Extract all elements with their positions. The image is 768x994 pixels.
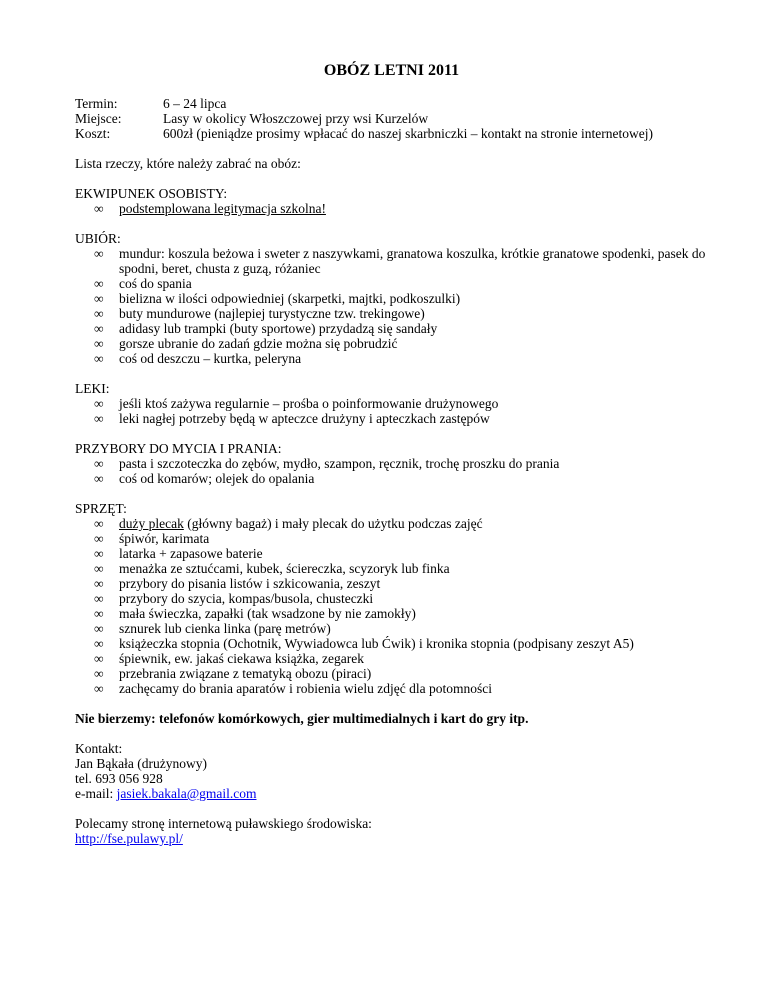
list-item (75, 576, 708, 591)
list-item (75, 351, 708, 366)
item-list (75, 246, 708, 366)
infinity-bullet-icon: ∞ (94, 396, 104, 411)
list-item-text: latarka + zapasowe baterie (119, 546, 263, 561)
list-item-text: podstemplowana legitymacja szkolna! (119, 201, 326, 216)
info-row-koszt (75, 126, 708, 141)
section-heading: PRZYBORY DO MYCIA I PRANIA: (75, 441, 282, 456)
contact-phone: tel. 693 056 928 (75, 771, 163, 786)
list-item-text: gorsze ubranie do zadań gdzie można się pobrudzić (119, 336, 398, 351)
list-item-text: menażka ze sztućcami, kubek, ściereczka, scyzoryk lub finka (119, 561, 450, 576)
section-przybory (75, 441, 708, 486)
info-block (75, 96, 708, 141)
list-item-text: adidasy lub trampki (buty sportowe) przydadzą się sandały (119, 321, 438, 336)
list-item-text: (główny bagaż) i mały plecak do użytku podczas zajęć (183, 516, 483, 531)
infinity-bullet-icon: ∞ (94, 246, 104, 261)
info-value: Lasy w okolicy Włoszczowej przy wsi Kurzelów (163, 111, 429, 126)
info-value: 6 – 24 lipca (163, 96, 227, 111)
infinity-bullet-icon: ∞ (94, 591, 104, 606)
list-item (75, 621, 708, 636)
list-item (75, 291, 708, 306)
list-item-text: bielizna w ilości odpowiedniej (skarpetki, majtki, podkoszulki) (119, 291, 461, 306)
website-link[interactable]: http://fse.pulawy.pl/ (75, 831, 183, 846)
info-row-termin (75, 96, 708, 111)
list-item-text: jeśli ktoś zażywa regularnie – prośba o poinformowanie drużynowego (119, 396, 499, 411)
contact-block (75, 741, 708, 801)
list-item-text: sznurek lub cienka linka (parę metrów) (119, 621, 331, 636)
list-item-text: śpiewnik, ew. jakaś ciekawa książka, zegarek (119, 651, 365, 666)
section-heading: SPRZĘT: (75, 501, 127, 516)
list-item (75, 411, 708, 426)
list-item (75, 336, 708, 351)
section-heading: EKWIPUNEK OSOBISTY: (75, 186, 228, 201)
info-label: Termin: (75, 96, 118, 111)
infinity-bullet-icon: ∞ (94, 666, 104, 681)
notice-text: Nie bierzemy: telefonów komórkowych, gier multimedialnych i kart do gry itp. (75, 711, 529, 726)
item-list (75, 396, 708, 426)
list-item (75, 456, 708, 471)
list-item (75, 666, 708, 681)
infinity-bullet-icon: ∞ (94, 606, 104, 621)
list-item (75, 246, 708, 276)
contact-name: Jan Bąkała (drużynowy) (75, 756, 207, 771)
list-item (75, 276, 708, 291)
infinity-bullet-icon: ∞ (94, 651, 104, 666)
infinity-bullet-icon: ∞ (94, 411, 104, 426)
infinity-bullet-icon: ∞ (94, 336, 104, 351)
section-ekwipunek (75, 186, 708, 216)
infinity-bullet-icon: ∞ (94, 351, 104, 366)
list-item-text: zachęcamy do brania aparatów i robienia wielu zdjęć dla potomności (119, 681, 492, 696)
infinity-bullet-icon: ∞ (94, 621, 104, 636)
item-list (75, 201, 708, 216)
item-list (75, 456, 708, 486)
list-item (75, 591, 708, 606)
infinity-bullet-icon: ∞ (94, 531, 104, 546)
infinity-bullet-icon: ∞ (94, 471, 104, 486)
section-heading: LEKI: (75, 381, 110, 396)
list-item (75, 681, 708, 696)
info-label: Miejsce: (75, 111, 122, 126)
list-item-text: przybory do pisania listów i szkicowania, zeszyt (119, 576, 381, 591)
list-item (75, 606, 708, 621)
infinity-bullet-icon: ∞ (94, 306, 104, 321)
contact-email-label: e-mail: (75, 786, 117, 801)
list-item-text: coś od komarów; olejek do opalania (119, 471, 315, 486)
contact-heading: Kontakt: (75, 741, 123, 756)
infinity-bullet-icon: ∞ (94, 576, 104, 591)
contact-email-line (75, 786, 708, 801)
list-item (75, 201, 708, 216)
list-item-text: mała świeczka, zapałki (tak wsadzone by nie zamokły) (119, 606, 416, 621)
list-item (75, 306, 708, 321)
list-item (75, 516, 708, 531)
section-heading: UBIÓR: (75, 231, 121, 246)
list-item (75, 471, 708, 486)
list-item-text: coś od deszczu – kurtka, peleryna (119, 351, 302, 366)
footer-text: Polecamy stronę internetową puławskiego środowiska: (75, 816, 372, 831)
list-item (75, 396, 708, 411)
infinity-bullet-icon: ∞ (94, 516, 104, 531)
info-value: 600zł (pieniądze prosimy wpłacać do naszej skarbniczki – kontakt na stronie internetowej) (163, 126, 653, 141)
section-sprzet (75, 501, 708, 696)
infinity-bullet-icon: ∞ (94, 681, 104, 696)
list-item-text: buty mundurowe (najlepiej turystyczne tzw. trekingowe) (119, 306, 425, 321)
list-item (75, 546, 708, 561)
page-title: OBÓZ LETNI 2011 (323, 62, 460, 79)
list-item-text: pasta i szczoteczka do zębów, mydło, szampon, ręcznik, trochę proszku do prania (119, 456, 560, 471)
email-link[interactable]: jasiek.bakala@gmail.com (116, 786, 257, 801)
list-item (75, 531, 708, 546)
infinity-bullet-icon: ∞ (94, 456, 104, 471)
list-item-text: śpiwór, karimata (119, 531, 210, 546)
info-label: Koszt: (75, 126, 111, 141)
infinity-bullet-icon: ∞ (94, 546, 104, 561)
infinity-bullet-icon: ∞ (94, 321, 104, 336)
list-item (75, 651, 708, 666)
list-item-text: książeczka stopnia (Ochotnik, Wywiadowca lub Ćwik) i kronika stopnia (podpisany zeszyt A5) (119, 636, 634, 651)
infinity-bullet-icon: ∞ (94, 636, 104, 651)
info-row-miejsce (75, 111, 708, 126)
item-list (75, 516, 708, 696)
list-item (75, 561, 708, 576)
list-item-underlined-text: duży plecak (119, 516, 184, 531)
list-item (75, 321, 708, 336)
section-ubior (75, 231, 708, 366)
list-item (75, 636, 708, 651)
intro-text: Lista rzeczy, które należy zabrać na obóz: (75, 156, 301, 171)
infinity-bullet-icon: ∞ (94, 561, 104, 576)
list-item-text: coś do spania (119, 276, 192, 291)
infinity-bullet-icon: ∞ (94, 291, 104, 306)
infinity-bullet-icon: ∞ (94, 201, 104, 216)
footer-block (75, 816, 708, 846)
infinity-bullet-icon: ∞ (94, 276, 104, 291)
list-item-text: przybory do szycia, kompas/busola, chusteczki (119, 591, 374, 606)
list-item-text: leki nagłej potrzeby będą w apteczce drużyny i apteczkach zastępów (119, 411, 490, 426)
section-leki (75, 381, 708, 426)
list-item-text: przebrania związane z tematyką obozu (piraci) (119, 666, 372, 681)
list-item-text: mundur: koszula beżowa i sweter z naszywkami, granatowa koszulka, krótkie granatowe spodenki, pasek do spodni, beret, chusta z guzą, różaniec (119, 246, 706, 276)
